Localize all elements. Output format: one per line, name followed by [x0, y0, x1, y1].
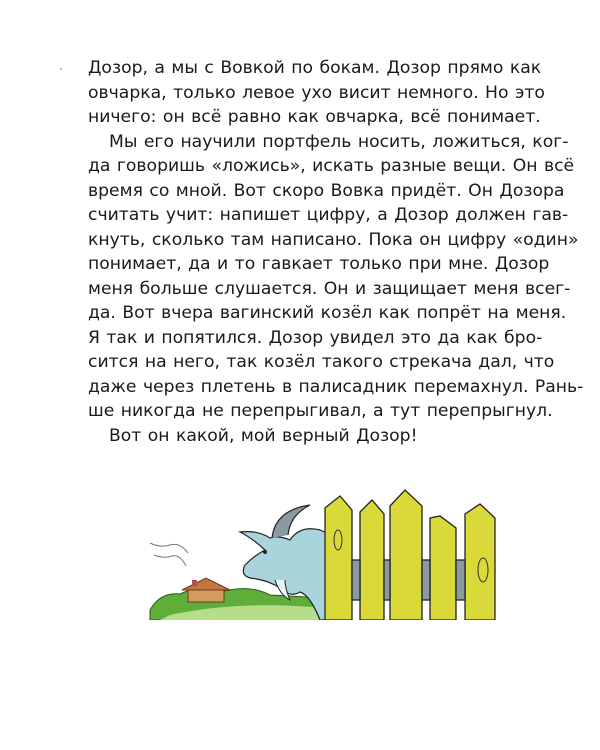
text-line: овчарка, только левое ухо висит немного. Но это [88, 82, 545, 103]
house-icon [182, 578, 230, 602]
text-line: да. Вот вчера вагинский козёл как попрёт на меня. [88, 303, 567, 323]
text-line: Мы его научили портфель носить, ложиться, ког- [109, 131, 569, 152]
goat-fence-illustration [140, 480, 510, 620]
story-text [88, 56, 584, 448]
text-line: ничего: он всё равно как овчарка, всё понимает. [88, 107, 541, 127]
text-line: меня больше слушается. Он и защищает меня всег- [88, 278, 571, 299]
text-line: даже через плетень в палисадник перемахнул. Рань- [88, 376, 584, 397]
text-line: да говоришь «ложись», искать разные вещи. Он всё [88, 156, 575, 176]
page-speck [60, 68, 62, 70]
text-line: Вот он какой, мой верный Дозор! [109, 425, 418, 446]
text-line: сится на него, так козёл такого стрекача дал, что [88, 352, 555, 372]
text-line: кнуть, сколько там написано. Пока он цифру «один» [88, 229, 579, 250]
text-line: понимает, да и то гавкает только при мне. Дозор [88, 254, 550, 274]
text-line: Я так и попятился. Дозор увидел это да как бро- [88, 327, 543, 348]
text-line: считать учит: напишет цифру, а Дозор должен гав- [88, 205, 569, 225]
text-line: ше никогда не перепрыгивал, а тут перепрыгнул. [88, 401, 553, 421]
smoke [150, 543, 188, 566]
fence [325, 490, 495, 620]
text-line: время со мной. Вот скоро Вовка придёт. Он Дозора [88, 180, 565, 201]
text-line: Дозор, а мы с Вовкой по бокам. Дозор прямо как [88, 58, 542, 78]
